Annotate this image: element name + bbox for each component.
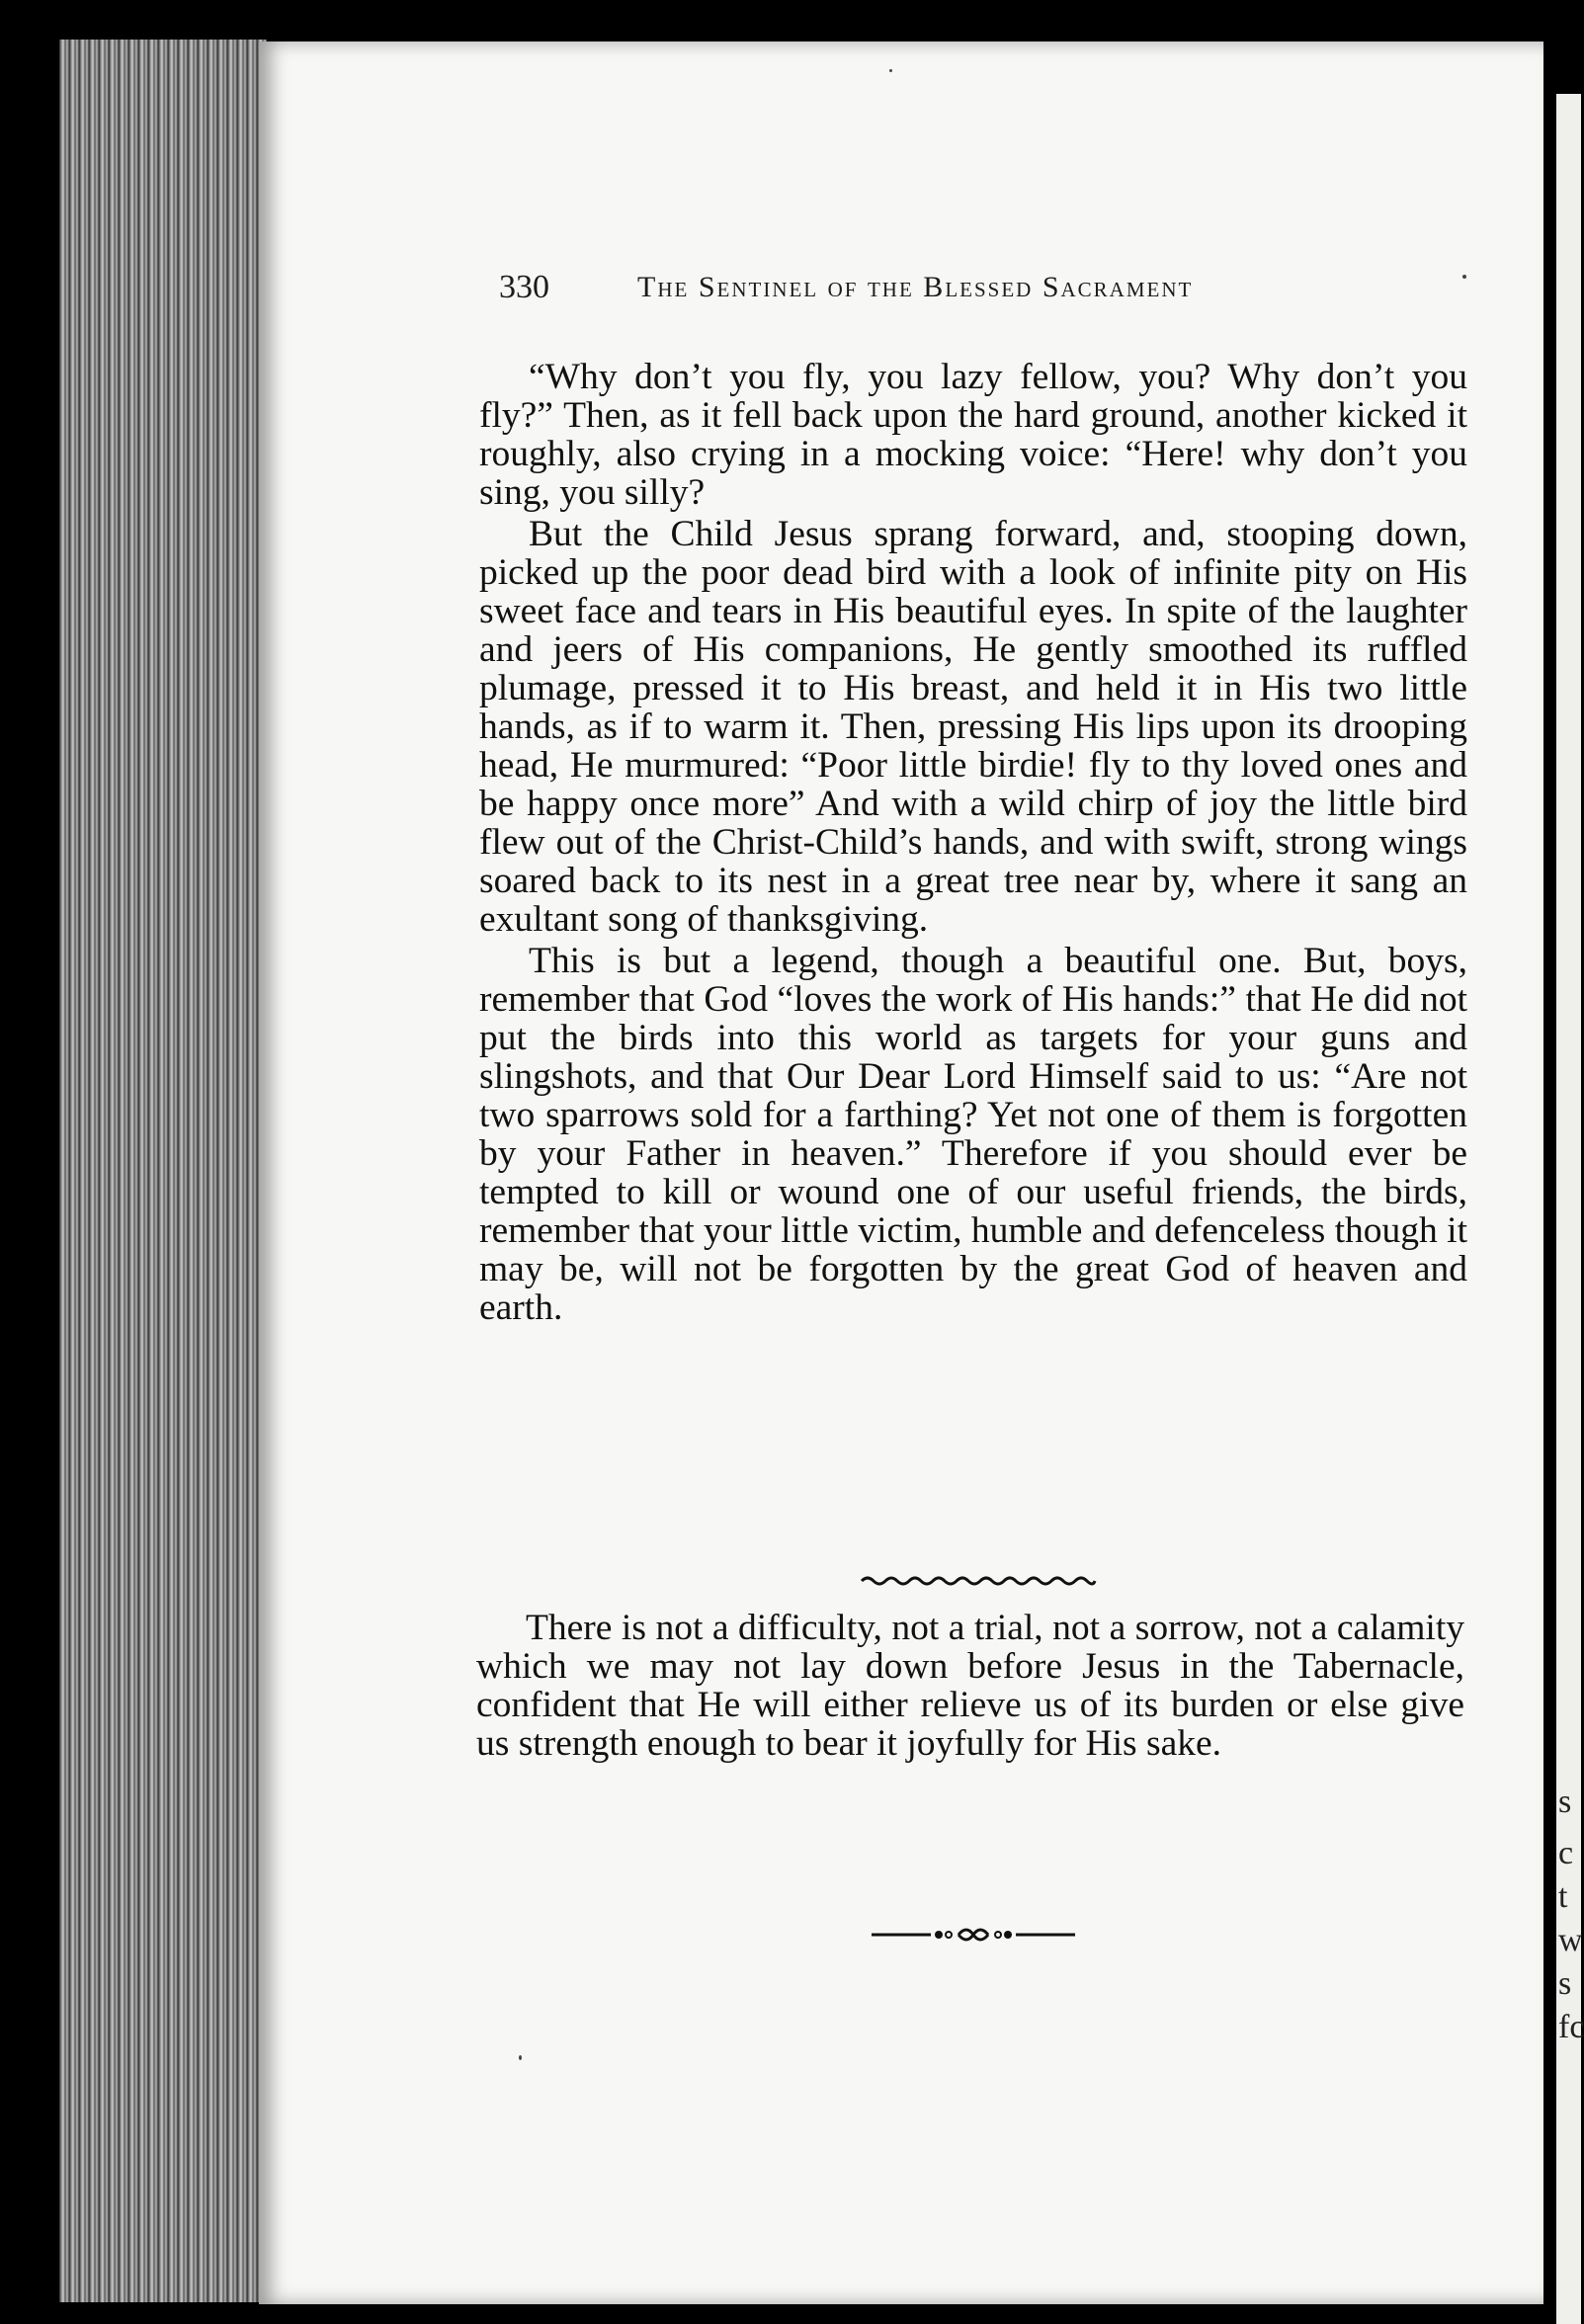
book-page-edges <box>59 40 267 2302</box>
specks <box>519 2055 522 2060</box>
closing-paragraph: There is not a difficulty, not a trial, not a sorrow, not a calamity which we may not lay down before Jesus in the Tabernacle, confident that He will either relieve us of its burden or else give us strength enough to bear it joyfully for His sake. <box>476 1608 1464 1764</box>
running-title: The Sentinel of the Blessed Sacrament <box>637 271 1194 303</box>
wavy-rule-ornament <box>860 1569 1097 1593</box>
facing-page-fragment: s <box>1558 1965 1572 2002</box>
paragraph: But the Child Jesus sprang forward, and, stooping down, picked up the poor dead bird with a look of infinite pity on His sweet face and tears in His beautiful eyes. In spite of the laughter and jeers of His companions, He gently smoothed its ruffled plumage, pressed it to His breast, and held it in His two little hands, as if to warm it. Then, pressing His lips upon its drooping head, He murmured: “Poor little birdie! fly to thy loved ones and be happy once more” And with a wild chirp of joy the little bird flew out of the Christ-Child’s hands, and with swift, strong wings soared back to its nest in a great tree near by, where it sang an exultant song of thanksgiving. <box>479 514 1467 940</box>
page-number: 330 <box>499 269 549 305</box>
paragraph: This is but a legend, though a beautiful one. But, boys, remember that God “loves the work of His hands:” that He did not put the birds into this world as targets for your guns and slingshots, and that Our Dear Lord Himself said to us: “Are not two sparrows sold for a farthing? Yet not one of them is forgotten by your Father in heaven.” Therefore if you should ever be tempted to kill or wound one of our useful friends, the birds, remember that your little victim, humble and defenceless though it may be, will not be forgotten by the great God of heaven and earth. <box>479 941 1467 1328</box>
facing-page-fragment: s <box>1558 1784 1572 1820</box>
facing-page-edge <box>1556 94 1584 2324</box>
tailpiece-ornament <box>870 1923 1077 1947</box>
facing-page-fragment: fc <box>1558 2009 1584 2045</box>
specks <box>1462 275 1466 279</box>
paragraph: “Why don’t you fly, you lazy fellow, you? Why don’t you fly?” Then, as it fell back upon the hard ground, another kicked it roughly, also crying in a mocking voice: “Here! why don’t you sing, you silly? <box>479 357 1467 513</box>
facing-page-fragment: c <box>1558 1835 1574 1871</box>
closing-text <box>476 1609 1464 1766</box>
main-text <box>479 358 1467 1330</box>
specks <box>889 69 892 72</box>
facing-page-fragment: w <box>1558 1922 1583 1958</box>
running-header <box>499 269 1388 318</box>
facing-page-fragment: t <box>1558 1878 1568 1915</box>
